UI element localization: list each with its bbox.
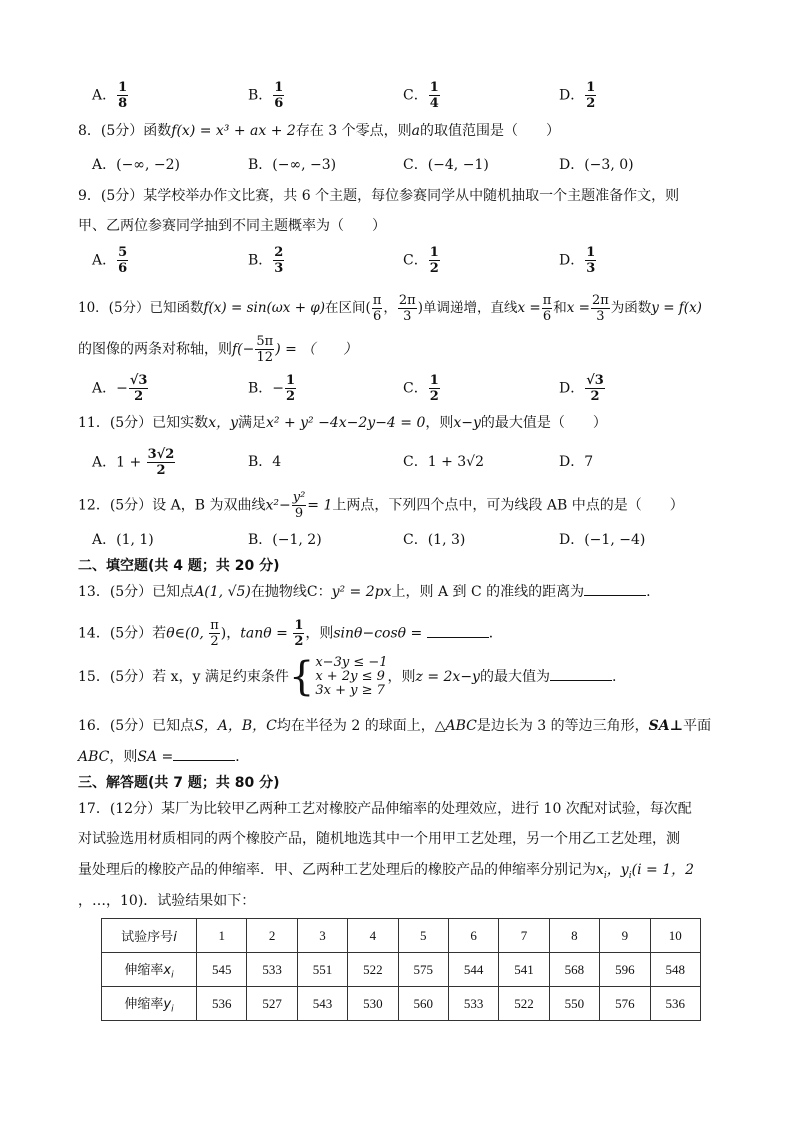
table-cell: 10: [650, 919, 700, 953]
table-cell: 4: [348, 919, 398, 953]
q9-option-b: B． $\frac{2}{3}$: [248, 245, 284, 276]
q16-stem-line1: 16．(5分）已知点S，A，B，C均在半径为 2 的球面上，△ABC是边长为 3 的等边三角形，SA⊥平面: [78, 718, 712, 734]
q8-option-d: D．(−3, 0): [559, 157, 634, 173]
q9-stem-line1: 9．(5分）某学校举办作文比赛，共 6 个主题，每位参赛同学从中随机抽取一个主题准备作文，则: [78, 188, 680, 204]
q11-option-b: B．4: [248, 454, 282, 470]
table-header-y: 伸缩率$y_i$: [102, 987, 197, 1021]
q17-stem-line3: 量处理后的橡胶产品的伸缩率．甲、乙两种工艺处理后的橡胶产品的伸缩率分别记为$x_i$，$y_i(i = 1$，2: [78, 862, 694, 881]
q15-answer-blank: [550, 666, 612, 681]
table-cell: 545: [197, 953, 247, 987]
q12-option-a: A．(1, 1): [92, 532, 154, 548]
q8-option-b: B．(−∞, −3): [248, 157, 337, 173]
q7-option-a: A． $\frac{1}{8}$: [92, 80, 128, 111]
section-heading-fill-in: 二、填空题(共 4 题；共 20 分): [78, 558, 280, 574]
table-row-index: [102, 919, 701, 953]
q8-option-a: A．(−∞, −2): [92, 157, 180, 173]
table-cell: 533: [448, 987, 498, 1021]
table-cell: 6: [448, 919, 498, 953]
table-cell: 522: [348, 953, 398, 987]
table-cell: 8: [549, 919, 599, 953]
q13-stem: 13．(5分）已知点A(1, √5)在抛物线C：y² = 2px上，则 A 到 C 的准线的距离为 .: [78, 581, 651, 602]
q17-stem-line4: ，…，10)．试验结果如下：: [78, 893, 256, 909]
q12-option-c: C．(1, 3): [403, 532, 466, 548]
q10-stem-line2: 的图像的两条对称轴，则f(− $\frac{5\pi}{12}$ ) = （ ）: [78, 334, 358, 365]
q13-answer-blank: [584, 581, 646, 596]
table-cell: 544: [448, 953, 498, 987]
q10-option-a: A．− $\frac{√3}{2}$: [92, 373, 148, 404]
table-cell: 548: [650, 953, 700, 987]
table-cell: 3: [297, 919, 347, 953]
q11-option-a: A．1 + $\frac{3√2}{2}$: [92, 447, 175, 478]
q16-answer-blank: [173, 746, 235, 761]
table-cell: 568: [549, 953, 599, 987]
table-cell: 530: [348, 987, 398, 1021]
table-cell: 596: [600, 953, 650, 987]
table-cell: 551: [297, 953, 347, 987]
q9-option-a: A． $\frac{5}{6}$: [92, 245, 128, 276]
q15-constraint-system: { x−3y ≤ −1 x + 2y ≤ 9 3x + y ≥ 7: [288, 654, 388, 700]
q17-stem-line2: 对试验选用材质相同的两个橡胶产品，随机地选其中一个用甲工艺处理，另一个用乙工艺处理，测: [78, 831, 680, 847]
table-cell: 2: [247, 919, 297, 953]
q8-stem: 8．(5分）函数f(x) = x³ + ax + 2存在 3 个零点，则a的取值范围是（ ）: [78, 123, 561, 139]
table-row-y: [102, 987, 701, 1021]
q9-option-d: D． $\frac{1}{3}$: [559, 245, 596, 276]
table-cell: 1: [197, 919, 247, 953]
table-cell: 543: [297, 987, 347, 1021]
q8-option-c: C．(−4, −1): [403, 157, 489, 173]
table-cell: 541: [499, 953, 549, 987]
q11-option-c: C．1 + 3√2: [403, 454, 484, 470]
table-cell: 536: [197, 987, 247, 1021]
section-heading-solutions: 三、解答题(共 7 题；共 80 分): [78, 775, 280, 791]
q7-option-d: D． $\frac{1}{2}$: [559, 80, 596, 111]
q9-stem-line2: 甲、乙两位参赛同学抽到不同主题概率为（ ）: [78, 218, 386, 234]
table-cell: 536: [650, 987, 700, 1021]
left-brace-icon: {: [288, 654, 315, 700]
table-cell: 560: [398, 987, 448, 1021]
q14-answer-blank: [427, 623, 489, 638]
q10-option-d: D． $\frac{√3}{2}$: [559, 373, 604, 404]
table-cell: 576: [600, 987, 650, 1021]
q9-option-c: C． $\frac{1}{2}$: [403, 245, 439, 276]
table-header-x: 伸缩率$x_i$: [102, 953, 197, 987]
q12-stem: 12．(5分）设 A，B 为双曲线x²− $\frac{\text{y²}}{9}$ = 1上两点，下列四个点中，可为线段 AB 中点的是（ ）: [78, 490, 684, 521]
q12-option-d: D．(−1, −4): [559, 532, 646, 548]
q12-option-b: B．(−1, 2): [248, 532, 322, 548]
table-cell: 575: [398, 953, 448, 987]
table-cell: 5: [398, 919, 448, 953]
table-header-index: 试验序号i: [102, 919, 197, 953]
q7-option-c: C． $\frac{1}{4}$: [403, 80, 439, 111]
q10-option-c: C． $\frac{1}{2}$: [403, 373, 439, 404]
table-cell: 533: [247, 953, 297, 987]
table-cell: 550: [549, 987, 599, 1021]
q10-stem-line1: 10．(5分）已知函数f(x) = sin(ωx + φ)在区间( $\frac{\pi}{6}$ ， $\frac{2\pi}{3}$ )单调递增，直线x = $\frac{\pi}{6}$ 和x = $\frac{2\pi}{3}$ 为函数y = f(x): [78, 293, 702, 324]
q7-option-b: B． $\frac{1}{6}$: [248, 80, 284, 111]
table-cell: 522: [499, 987, 549, 1021]
q15-stem: 15．(5分）若 x，y 满足约束条件 { x−3y ≤ −1 x + 2y ≤ 9 3x + y ≥ 7 ，则z = 2x−y的最大值为 .: [78, 654, 617, 700]
q16-stem-line2: ABC，则SA = ．: [78, 746, 249, 767]
q17-stem-line1: 17．(12分）某厂为比较甲乙两种工艺对橡胶产品伸缩率的处理效应，进行 10 次配对试验，每次配: [78, 801, 692, 817]
q14-stem: 14．(5分）若θ∈(0, $\frac{\pi}{2}$ )，tanθ = $\frac{1}{2}$ ，则sinθ−cosθ = ．: [78, 618, 503, 649]
table-cell: 7: [499, 919, 549, 953]
q17-data-table: [101, 918, 701, 1021]
table-cell: 527: [247, 987, 297, 1021]
table-cell: 9: [600, 919, 650, 953]
q11-option-d: D．7: [559, 454, 594, 470]
q11-stem: 11．(5分）已知实数x，y满足x² + y² −4x−2y−4 = 0，则x−y的最大值是（ ）: [78, 415, 607, 431]
q10-option-b: B．− $\frac{1}{2}$: [248, 373, 296, 404]
table-row-x: [102, 953, 701, 987]
